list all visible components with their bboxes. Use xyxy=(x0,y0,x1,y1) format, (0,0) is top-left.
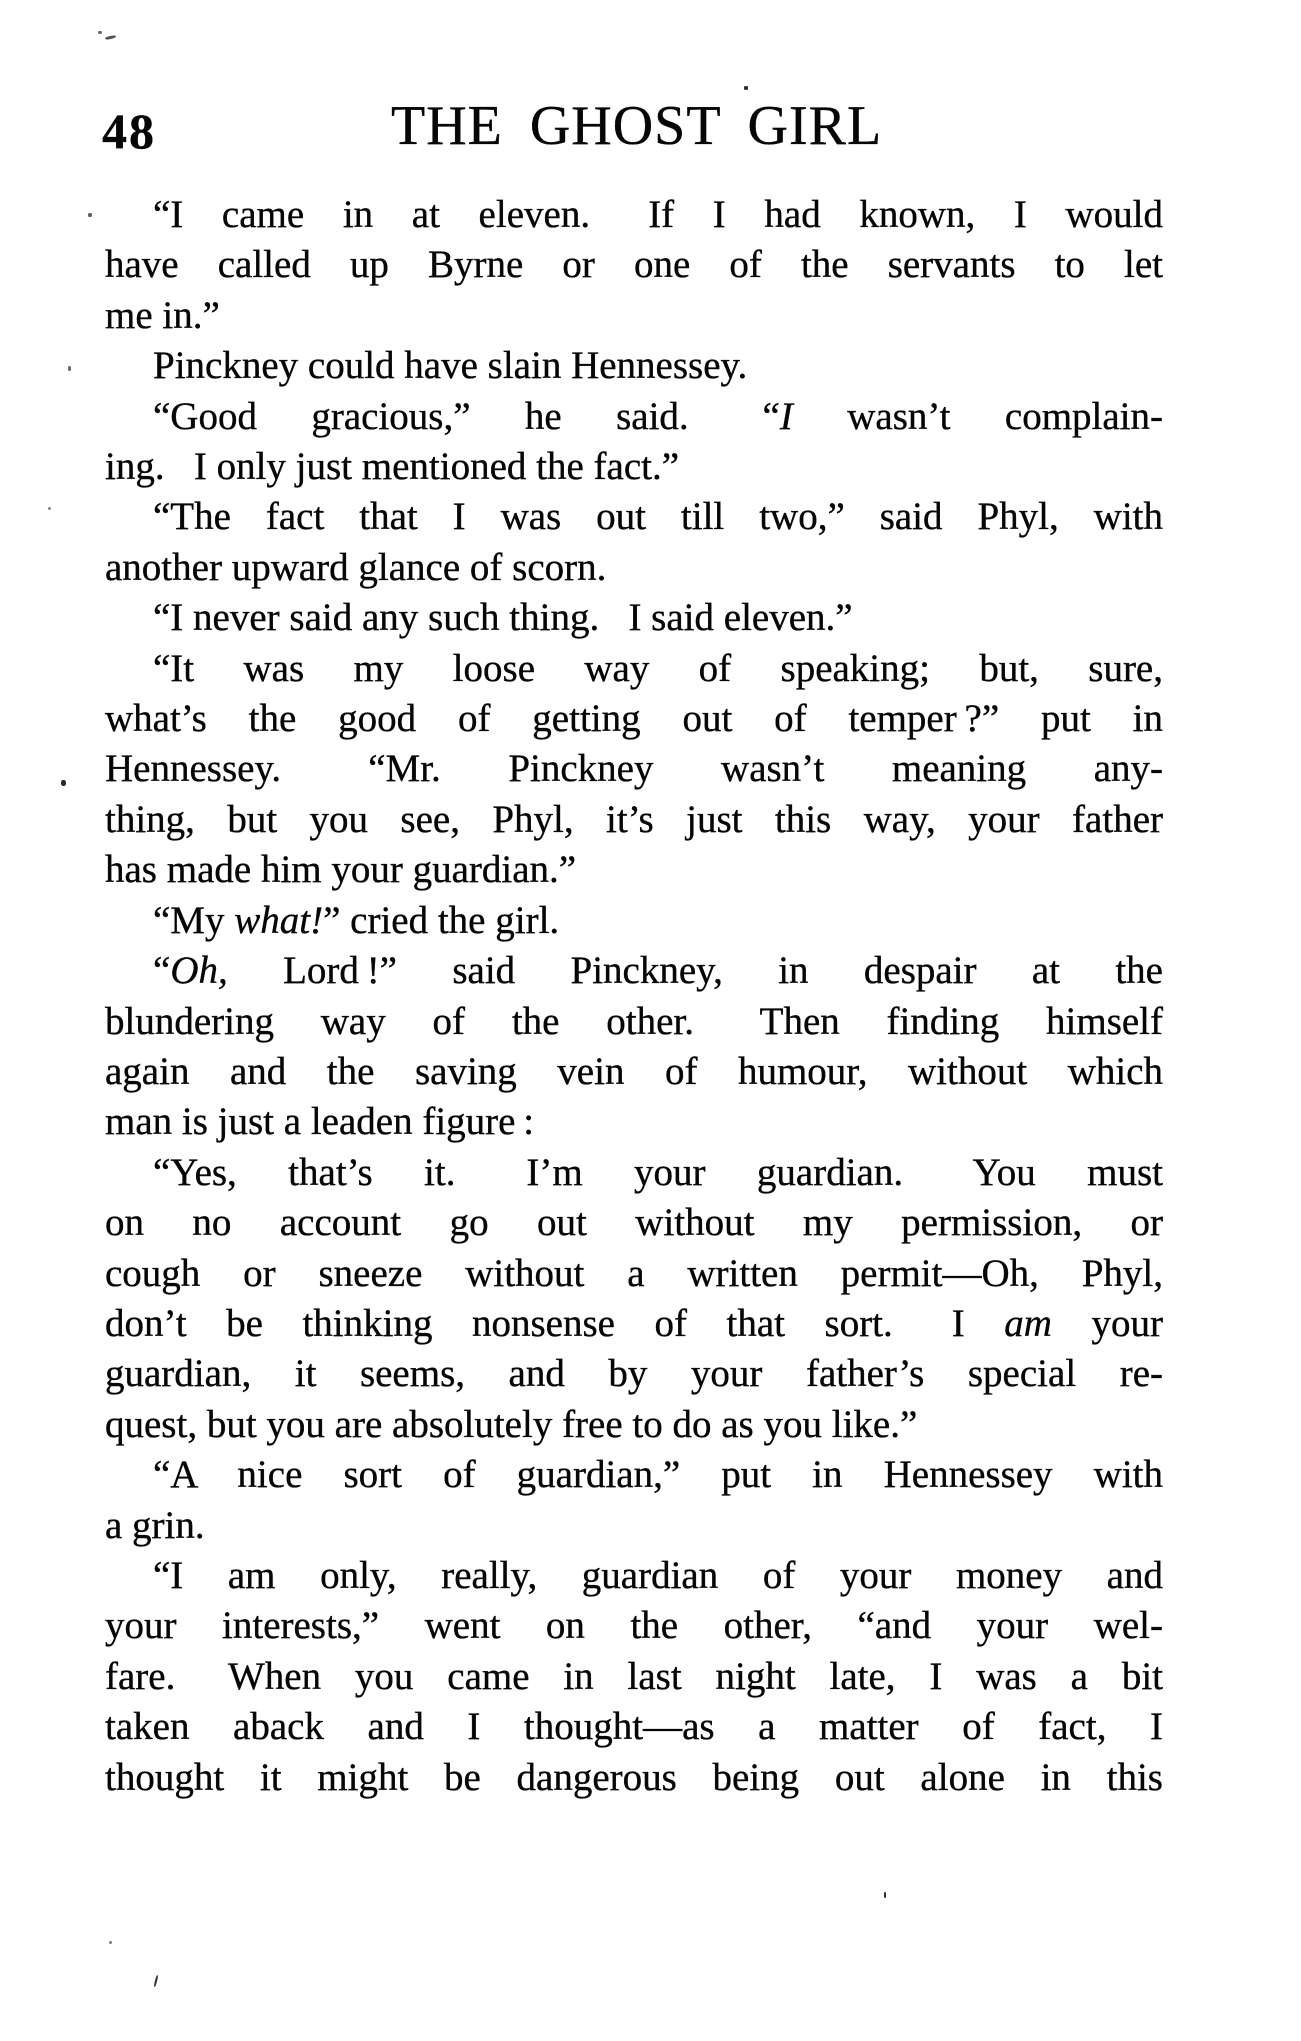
text-segment: guardian, it seems, and by your father’s special re- xyxy=(105,1352,1163,1396)
text-segment: ” cried the girl. xyxy=(323,898,560,942)
text-segment: cough or sneeze without a written permit—Oh, Phyl, xyxy=(105,1251,1163,1295)
text-line xyxy=(105,946,1163,996)
text-line xyxy=(105,341,1163,391)
scan-artifact xyxy=(68,366,71,371)
text-line xyxy=(105,1299,1163,1349)
text-line xyxy=(105,1501,1163,1551)
scan-artifact xyxy=(98,31,102,34)
italic-text: am xyxy=(1004,1301,1052,1345)
scan-artifact xyxy=(48,507,51,510)
text-segment: has made him your guardian.” xyxy=(105,848,577,892)
text-line xyxy=(105,240,1163,290)
text-line xyxy=(105,1047,1163,1097)
text-segment: fare. When you came in last night late, I was a bit xyxy=(105,1654,1163,1698)
text-line xyxy=(105,744,1163,794)
scan-artifact xyxy=(884,1892,886,1898)
text-line xyxy=(105,644,1163,694)
italic-text: Oh, xyxy=(170,949,228,993)
text-segment: “I am only, really, guardian of your money and xyxy=(153,1553,1163,1597)
text-line xyxy=(105,543,1163,593)
italic-text: what! xyxy=(234,898,324,942)
scan-artifact xyxy=(154,1975,159,1987)
text-line xyxy=(105,1249,1163,1299)
text-segment: Lord !” said Pinckney, in despair at the xyxy=(227,949,1163,993)
text-segment: thing, but you see, Phyl, it’s just this way, your father xyxy=(105,797,1163,841)
text-segment: again and the saving vein of humour, without which xyxy=(105,1049,1163,1093)
text-line xyxy=(105,795,1163,845)
text-line xyxy=(105,1652,1163,1702)
text-segment: “I never said any such thing. I said eleven.” xyxy=(153,596,853,640)
text-line xyxy=(105,593,1163,643)
scan-artifact xyxy=(61,780,66,786)
scan-artifact xyxy=(105,35,116,40)
text-line xyxy=(105,291,1163,341)
text-segment: “Yes, that’s it. I’m your guardian. You must xyxy=(153,1150,1163,1194)
text-segment: “Good gracious,” he said. “ xyxy=(153,394,780,438)
scan-artifact xyxy=(109,1941,112,1944)
text-line xyxy=(105,694,1163,744)
text-segment: wasn’t complain- xyxy=(792,394,1163,438)
text-segment: “My xyxy=(153,898,235,942)
text-segment: Hennessey. “Mr. Pinckney wasn’t meaning any- xyxy=(105,747,1163,791)
text-segment: quest, but you are absolutely free to do as you like.” xyxy=(105,1402,918,1446)
scan-artifact xyxy=(88,213,92,217)
text-segment: blundering way of the other. Then finding himself xyxy=(105,999,1163,1043)
text-line xyxy=(105,492,1163,542)
text-segment: man is just a leaden figure : xyxy=(105,1100,535,1144)
text-segment: “A nice sort of guardian,” put in Hennessey with xyxy=(153,1453,1163,1497)
text-line xyxy=(105,442,1163,492)
text-line xyxy=(105,997,1163,1047)
text-block xyxy=(105,190,1163,1803)
text-line xyxy=(105,392,1163,442)
text-segment: “It was my loose way of speaking; but, sure, xyxy=(153,646,1163,690)
text-segment: your interests,” went on the other, “and your wel- xyxy=(105,1604,1163,1648)
text-segment: your xyxy=(1051,1301,1163,1345)
text-line xyxy=(105,1450,1163,1500)
text-line xyxy=(105,1148,1163,1198)
text-segment: thought it might be dangerous being out alone in this xyxy=(105,1755,1163,1799)
text-segment: taken aback and I thought—as a matter of fact, I xyxy=(105,1705,1163,1749)
text-segment: me in.” xyxy=(105,293,220,337)
text-line xyxy=(105,1400,1163,1450)
text-segment: don’t be thinking nonsense of that sort. I xyxy=(105,1301,1005,1345)
text-segment: “ xyxy=(153,949,171,993)
text-segment: what’s the good of getting out of temper ?” put in xyxy=(105,697,1163,741)
text-line xyxy=(105,1349,1163,1399)
text-line xyxy=(105,1702,1163,1752)
italic-text: I xyxy=(779,394,793,438)
text-line xyxy=(105,896,1163,946)
text-segment: “I came in at eleven. If I had known, I would xyxy=(153,193,1163,236)
text-segment: “The fact that I was out till two,” said Phyl, with xyxy=(153,495,1163,539)
text-line xyxy=(105,190,1163,240)
text-line xyxy=(105,1198,1163,1248)
text-segment: on no account go out without my permission, or xyxy=(105,1201,1163,1245)
text-line xyxy=(105,1753,1163,1803)
text-segment: Pinckney could have slain Hennessey. xyxy=(153,344,748,388)
text-segment: ing. I only just mentioned the fact.” xyxy=(105,445,680,489)
running-title: THE GHOST GIRL xyxy=(391,95,883,157)
scan-artifact xyxy=(744,86,748,90)
text-segment: a grin. xyxy=(105,1503,205,1547)
text-line xyxy=(105,845,1163,895)
text-segment: have called up Byrne or one of the servants to let xyxy=(105,243,1163,287)
text-line xyxy=(105,1097,1163,1147)
text-segment: another upward glance of scorn. xyxy=(105,545,607,589)
page-number: 48 xyxy=(102,103,156,159)
text-line xyxy=(105,1601,1163,1651)
text-line xyxy=(105,1551,1163,1601)
